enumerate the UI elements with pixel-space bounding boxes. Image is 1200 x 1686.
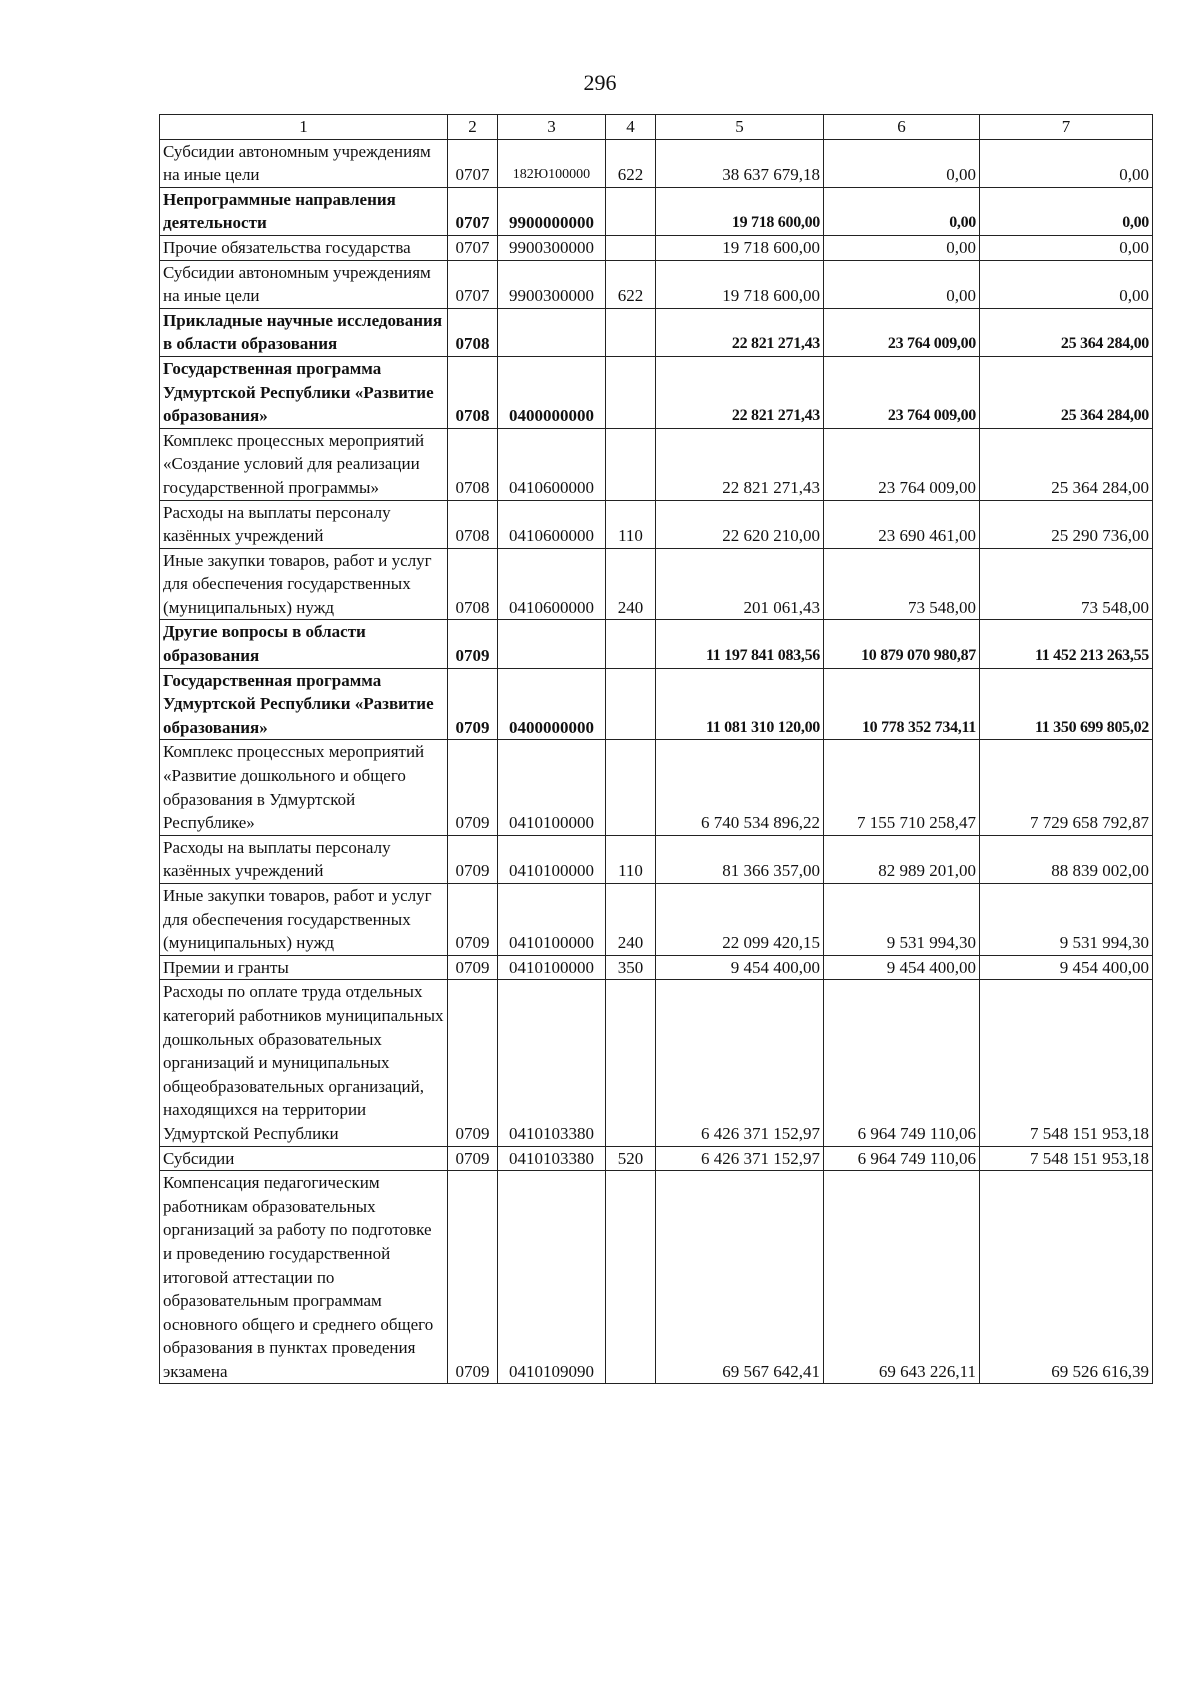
row-section-code: 0709 bbox=[448, 1171, 498, 1384]
row-name: Субсидии bbox=[160, 1146, 448, 1171]
row-target-code: 182Ю100000 bbox=[498, 139, 606, 187]
row-amount-col5: 19 718 600,00 bbox=[656, 187, 824, 235]
row-expense-type bbox=[606, 1171, 656, 1384]
row-amount-col6: 9 531 994,30 bbox=[824, 884, 980, 956]
row-target-code: 0410103380 bbox=[498, 1146, 606, 1171]
row-amount-col5: 6 426 371 152,97 bbox=[656, 980, 824, 1146]
row-name: Компенсация педагогическим работникам образовательных организаций за работу по подготовке и проведению государственной итоговой аттестации по образовательным программам основного общего и среднего общего образования в пунктах проведения экзамена bbox=[160, 1171, 448, 1384]
row-amount-col6: 23 764 009,00 bbox=[824, 428, 980, 500]
row-amount-col7: 0,00 bbox=[980, 139, 1153, 187]
row-expense-type bbox=[606, 235, 656, 260]
row-expense-type: 110 bbox=[606, 835, 656, 883]
row-expense-type: 240 bbox=[606, 548, 656, 620]
row-section-code: 0709 bbox=[448, 980, 498, 1146]
row-amount-col6: 69 643 226,11 bbox=[824, 1171, 980, 1384]
column-header: 6 bbox=[824, 115, 980, 140]
row-target-code: 9900000000 bbox=[498, 187, 606, 235]
row-amount-col5: 81 366 357,00 bbox=[656, 835, 824, 883]
row-expense-type: 240 bbox=[606, 884, 656, 956]
row-amount-col5: 6 740 534 896,22 bbox=[656, 740, 824, 835]
row-section-code: 0709 bbox=[448, 740, 498, 835]
row-amount-col7: 69 526 616,39 bbox=[980, 1171, 1153, 1384]
row-expense-type: 110 bbox=[606, 500, 656, 548]
column-header: 1 bbox=[160, 115, 448, 140]
row-amount-col5: 19 718 600,00 bbox=[656, 235, 824, 260]
row-name: Комплекс процессных мероприятий «Развитие дошкольного и общего образования в Удмуртской Республике» bbox=[160, 740, 448, 835]
row-target-code: 0410100000 bbox=[498, 740, 606, 835]
row-amount-col5: 19 718 600,00 bbox=[656, 260, 824, 308]
row-amount-col5: 69 567 642,41 bbox=[656, 1171, 824, 1384]
row-section-code: 0708 bbox=[448, 428, 498, 500]
row-amount-col7: 0,00 bbox=[980, 260, 1153, 308]
table-row bbox=[160, 308, 1153, 356]
budget-table bbox=[159, 114, 1153, 1384]
table-row bbox=[160, 235, 1153, 260]
table-row bbox=[160, 356, 1153, 428]
column-header: 7 bbox=[980, 115, 1153, 140]
row-amount-col5: 22 821 271,43 bbox=[656, 356, 824, 428]
row-name: Государственная программа Удмуртской Республики «Развитие образования» bbox=[160, 668, 448, 740]
row-name: Иные закупки товаров, работ и услуг для обеспечения государственных (муниципальных) нужд bbox=[160, 548, 448, 620]
row-name: Другие вопросы в области образования bbox=[160, 620, 448, 668]
row-expense-type bbox=[606, 356, 656, 428]
row-amount-col6: 0,00 bbox=[824, 235, 980, 260]
row-amount-col7: 7 548 151 953,18 bbox=[980, 1146, 1153, 1171]
row-expense-type: 520 bbox=[606, 1146, 656, 1171]
row-target-code: 0410100000 bbox=[498, 835, 606, 883]
row-name: Непрограммные направления деятельности bbox=[160, 187, 448, 235]
row-amount-col5: 9 454 400,00 bbox=[656, 955, 824, 980]
row-section-code: 0709 bbox=[448, 620, 498, 668]
table-row bbox=[160, 1146, 1153, 1171]
row-amount-col7: 25 364 284,00 bbox=[980, 428, 1153, 500]
table-row bbox=[160, 955, 1153, 980]
row-section-code: 0709 bbox=[448, 668, 498, 740]
row-amount-col5: 22 620 210,00 bbox=[656, 500, 824, 548]
row-amount-col5: 11 197 841 083,56 bbox=[656, 620, 824, 668]
row-amount-col6: 9 454 400,00 bbox=[824, 955, 980, 980]
table-row bbox=[160, 884, 1153, 956]
row-expense-type: 350 bbox=[606, 955, 656, 980]
row-amount-col5: 11 081 310 120,00 bbox=[656, 668, 824, 740]
row-expense-type bbox=[606, 187, 656, 235]
row-amount-col6: 0,00 bbox=[824, 260, 980, 308]
table-row bbox=[160, 548, 1153, 620]
row-amount-col5: 6 426 371 152,97 bbox=[656, 1146, 824, 1171]
row-name: Расходы на выплаты персоналу казённых учреждений bbox=[160, 500, 448, 548]
row-amount-col6: 82 989 201,00 bbox=[824, 835, 980, 883]
row-amount-col6: 23 764 009,00 bbox=[824, 356, 980, 428]
row-name: Расходы на выплаты персоналу казённых учреждений bbox=[160, 835, 448, 883]
row-name: Субсидии автономным учреждениям на иные цели bbox=[160, 260, 448, 308]
row-section-code: 0708 bbox=[448, 308, 498, 356]
row-expense-type bbox=[606, 620, 656, 668]
row-expense-type bbox=[606, 428, 656, 500]
row-target-code: 0410600000 bbox=[498, 548, 606, 620]
table-row bbox=[160, 835, 1153, 883]
row-section-code: 0708 bbox=[448, 500, 498, 548]
row-amount-col7: 9 531 994,30 bbox=[980, 884, 1153, 956]
row-target-code: 0410600000 bbox=[498, 500, 606, 548]
row-target-code: 0400000000 bbox=[498, 356, 606, 428]
row-amount-col7: 11 452 213 263,55 bbox=[980, 620, 1153, 668]
row-section-code: 0707 bbox=[448, 235, 498, 260]
row-expense-type bbox=[606, 668, 656, 740]
row-amount-col6: 0,00 bbox=[824, 187, 980, 235]
row-target-code: 0400000000 bbox=[498, 668, 606, 740]
column-header: 5 bbox=[656, 115, 824, 140]
row-target-code: 0410103380 bbox=[498, 980, 606, 1146]
row-amount-col7: 7 548 151 953,18 bbox=[980, 980, 1153, 1146]
table-row bbox=[160, 668, 1153, 740]
row-amount-col7: 25 364 284,00 bbox=[980, 356, 1153, 428]
row-expense-type: 622 bbox=[606, 139, 656, 187]
row-expense-type bbox=[606, 980, 656, 1146]
table-row bbox=[160, 260, 1153, 308]
column-header: 2 bbox=[448, 115, 498, 140]
table-row bbox=[160, 980, 1153, 1146]
row-section-code: 0709 bbox=[448, 1146, 498, 1171]
row-name: Субсидии автономным учреждениям на иные цели bbox=[160, 139, 448, 187]
row-section-code: 0708 bbox=[448, 356, 498, 428]
row-amount-col6: 6 964 749 110,06 bbox=[824, 1146, 980, 1171]
row-amount-col7: 0,00 bbox=[980, 187, 1153, 235]
row-section-code: 0709 bbox=[448, 835, 498, 883]
row-amount-col6: 6 964 749 110,06 bbox=[824, 980, 980, 1146]
row-target-code: 9900300000 bbox=[498, 260, 606, 308]
row-target-code: 0410109090 bbox=[498, 1171, 606, 1384]
row-target-code bbox=[498, 308, 606, 356]
row-amount-col6: 10 879 070 980,87 bbox=[824, 620, 980, 668]
row-amount-col5: 22 821 271,43 bbox=[656, 428, 824, 500]
row-section-code: 0709 bbox=[448, 955, 498, 980]
column-header: 3 bbox=[498, 115, 606, 140]
row-target-code: 0410100000 bbox=[498, 955, 606, 980]
row-amount-col5: 22 821 271,43 bbox=[656, 308, 824, 356]
table-row bbox=[160, 500, 1153, 548]
row-section-code: 0708 bbox=[448, 548, 498, 620]
row-section-code: 0707 bbox=[448, 139, 498, 187]
row-amount-col6: 7 155 710 258,47 bbox=[824, 740, 980, 835]
row-name: Иные закупки товаров, работ и услуг для обеспечения государственных (муниципальных) нужд bbox=[160, 884, 448, 956]
row-name: Прочие обязательства государства bbox=[160, 235, 448, 260]
row-amount-col5: 38 637 679,18 bbox=[656, 139, 824, 187]
row-expense-type bbox=[606, 308, 656, 356]
row-amount-col5: 201 061,43 bbox=[656, 548, 824, 620]
table-row bbox=[160, 1171, 1153, 1384]
row-target-code bbox=[498, 620, 606, 668]
row-name: Государственная программа Удмуртской Республики «Развитие образования» bbox=[160, 356, 448, 428]
column-header-row bbox=[160, 115, 1153, 140]
table-row bbox=[160, 428, 1153, 500]
row-amount-col6: 73 548,00 bbox=[824, 548, 980, 620]
table-row bbox=[160, 740, 1153, 835]
row-name: Комплекс процессных мероприятий «Создание условий для реализации государственной программы» bbox=[160, 428, 448, 500]
page-number: 296 bbox=[583, 70, 617, 95]
row-name: Прикладные научные исследования в области образования bbox=[160, 308, 448, 356]
row-amount-col5: 22 099 420,15 bbox=[656, 884, 824, 956]
row-amount-col6: 23 764 009,00 bbox=[824, 308, 980, 356]
row-name: Премии и гранты bbox=[160, 955, 448, 980]
table-row bbox=[160, 187, 1153, 235]
row-expense-type bbox=[606, 740, 656, 835]
row-section-code: 0707 bbox=[448, 187, 498, 235]
row-amount-col7: 88 839 002,00 bbox=[980, 835, 1153, 883]
table-row bbox=[160, 139, 1153, 187]
row-amount-col7: 11 350 699 805,02 bbox=[980, 668, 1153, 740]
row-amount-col7: 0,00 bbox=[980, 235, 1153, 260]
row-target-code: 0410100000 bbox=[498, 884, 606, 956]
row-amount-col6: 10 778 352 734,11 bbox=[824, 668, 980, 740]
row-amount-col7: 9 454 400,00 bbox=[980, 955, 1153, 980]
row-name: Расходы по оплате труда отдельных категорий работников муниципальных дошкольных образовательных организаций и муниципальных общеобразовательных организаций, находящихся на территории Удмуртской Республики bbox=[160, 980, 448, 1146]
row-amount-col7: 25 290 736,00 bbox=[980, 500, 1153, 548]
row-expense-type: 622 bbox=[606, 260, 656, 308]
row-target-code: 9900300000 bbox=[498, 235, 606, 260]
column-header: 4 bbox=[606, 115, 656, 140]
row-amount-col7: 7 729 658 792,87 bbox=[980, 740, 1153, 835]
row-section-code: 0709 bbox=[448, 884, 498, 956]
row-section-code: 0707 bbox=[448, 260, 498, 308]
table-row bbox=[160, 620, 1153, 668]
row-target-code: 0410600000 bbox=[498, 428, 606, 500]
row-amount-col6: 23 690 461,00 bbox=[824, 500, 980, 548]
row-amount-col7: 73 548,00 bbox=[980, 548, 1153, 620]
row-amount-col7: 25 364 284,00 bbox=[980, 308, 1153, 356]
row-amount-col6: 0,00 bbox=[824, 139, 980, 187]
